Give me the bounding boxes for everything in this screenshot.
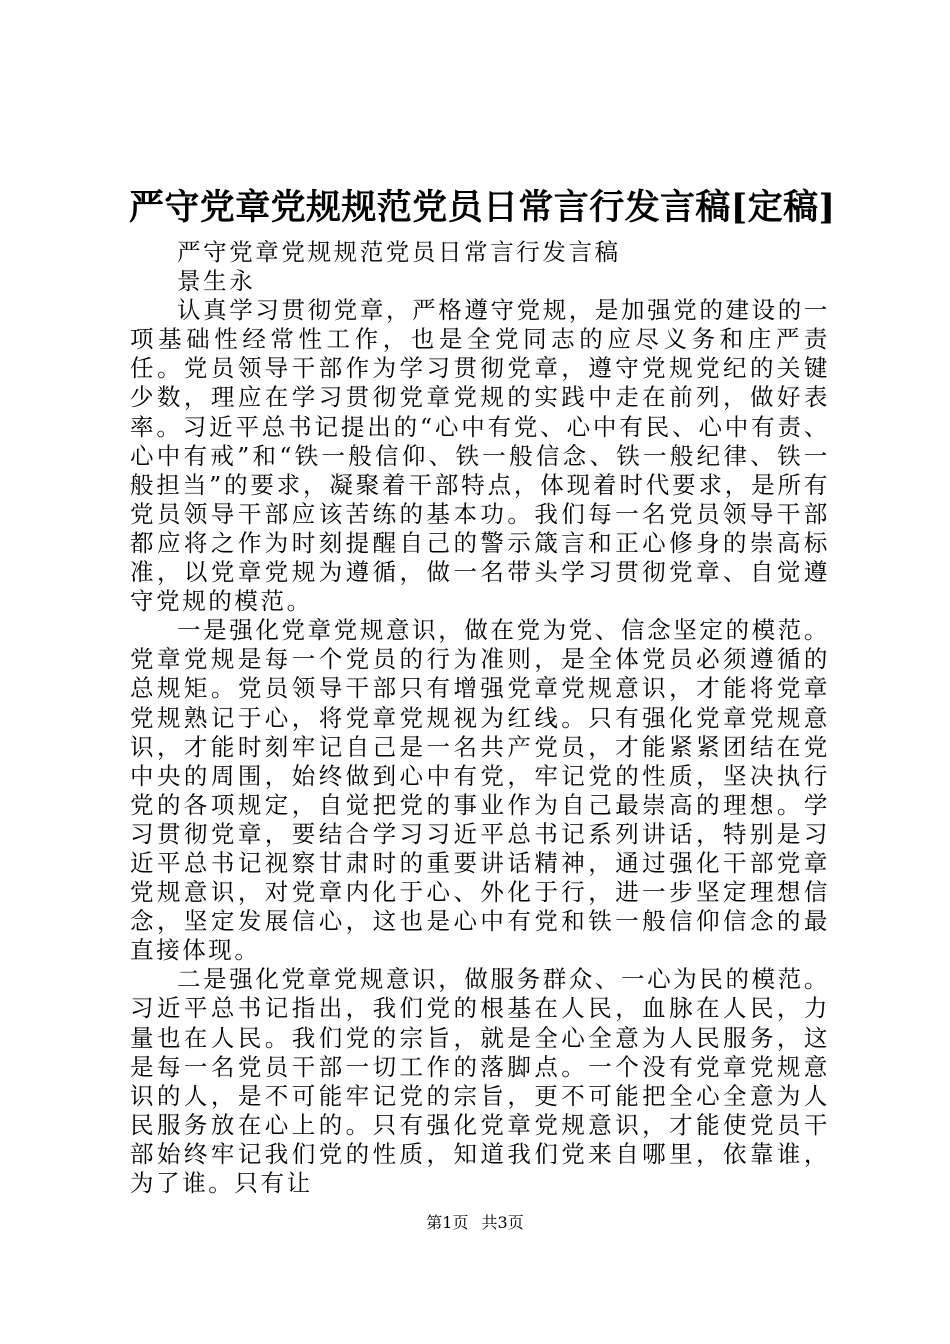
page-number: 第1页	[426, 1213, 469, 1232]
document-body	[130, 238, 830, 1198]
paragraph: 一是强化党章党规意识，做在党为党、信念坚定的模范。党章党规是每一个党员的行为准则，是全体党员必须遵循的总规矩。党员领导干部只有增强党章党规意识，才能将党章党规熟记于心，将党章党规视为红线。只有强化党章党规意识，才能时刻牢记自己是一名共产党员，才能紧紧团结在党中央的周围，始终做到心中有党，牢记党的性质，坚决执行党的各项规定，自觉把党的事业作为自己最崇高的理想。学习贯彻党章，要结合学习习近平总书记系列讲话，特别是习近平总书记视察甘肃时的重要讲话精神，通过强化干部党章党规意识，对党章内化于心、外化于行，进一步坚定理想信念，坚定发展信心，这也是心中有党和铁一般信仰信念的最直接体现。	[130, 616, 830, 965]
document-title: 严守党章党规规范党员日常言行发言稿[定稿]	[129, 187, 836, 228]
page-footer	[0, 1213, 950, 1233]
paragraph: 二是强化党章党规意识，做服务群众、一心为民的模范。习近平总书记指出，我们党的根基在人民，血脉在人民，力量也在人民。我们党的宗旨，就是全心全意为人民服务，这是每一名党员干部一切工作的落脚点。一个没有党章党规意识的人，是不可能牢记党的宗旨，更不可能把全心全意为人民服务放在心上的。只有强化党章党规意识，才能使党员干部始终牢记我们党的性质，知道我们党来自哪里，依靠谁，为了谁。只有让	[130, 965, 830, 1197]
page-total: 共3页	[481, 1213, 524, 1232]
paragraph: 认真学习贯彻党章，严格遵守党规，是加强党的建设的一项基础性经常性工作，也是全党同志的应尽义务和庄严责任。党员领导干部作为学习贯彻党章，遵守党规党纪的关键少数，理应在学习贯彻党章党规的实践中走在前列，做好表率。习近平总书记提出的“心中有党、心中有民、心中有责、心中有戒”和“铁一般信仰、铁一般信念、铁一般纪律、铁一般担当”的要求，凝聚着干部特点，体现着时代要求，是所有党员领导干部应该苦练的基本功。我们每一名党员领导干部都应将之作为时刻提醒自己的警示箴言和正心修身的崇高标准，以党章党规为遵循，做一名带头学习贯彻党章、自觉遵守党规的模范。	[130, 296, 830, 616]
document-author: 景生永	[177, 267, 256, 296]
document-subtitle: 严守党章党规规范党员日常言行发言稿	[177, 238, 621, 266]
